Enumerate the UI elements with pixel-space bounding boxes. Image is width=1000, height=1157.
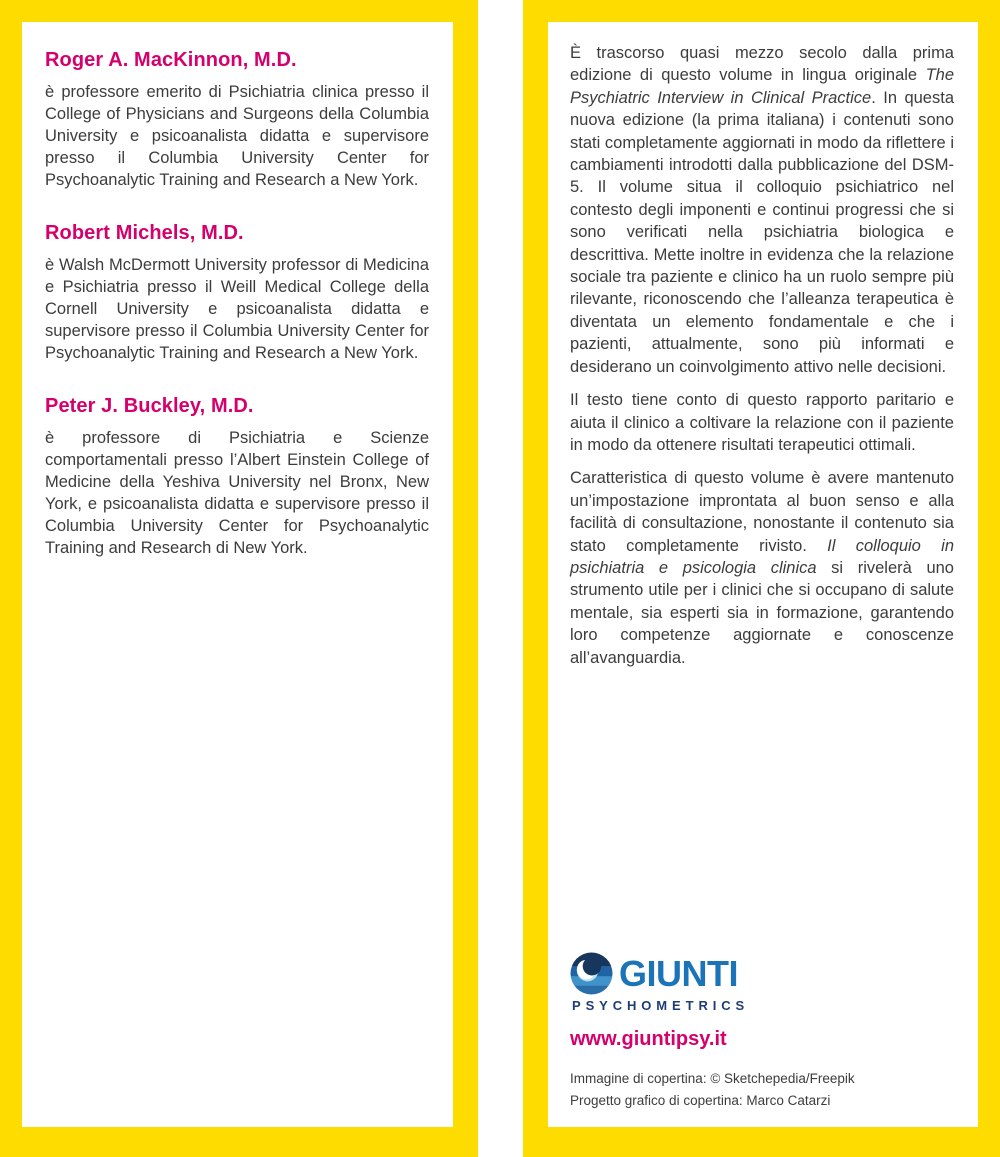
author-name: Robert Michels, M.D. [45,222,244,244]
description-paragraph: Caratteristica di questo volume è avere mantenuto un’impostazione improntata al buon senso e alla facilità di consultazione, nonostante il contenuto sia stato completamente rivisto. Il colloquio in psichiatria e psicologia clinica si rivelerà uno strumento utile per i clinici che si occupano di salute mentale, sia esperti sia in formazione, garantendo loro competenze aggiornate e conoscenze all’avanguardia. [570,469,954,667]
author-bio: è Walsh McDermott University professor di Medicina e Psichiatria presso il Weill Medical College della Cornell University e psicoanalista didatta e supervisore presso il Columbia University Center for Psychoanalytic Training and Research a New York. [45,256,429,362]
description-paragraph: È trascorso quasi mezzo secolo dalla prima edizione di questo volume in lingua originale The Psychiatric Interview in Clinical Practice. In questa nuova edizione (la prima italiana) i contenuti sono stati completamente aggiornati in modo da riflettere i cambiamenti introdotti dalla pubblicazione del DSM-5. Il volume situa il colloquio psichiatrico nel contesto degli imponenti e continui progressi che si sono verificati nella psichiatria biologica e descrittiva. Mette inoltre in evidenza che la relazione sociale tra paziente e clinico ha un ruolo sempre più rilevante, riconoscendo che l’alleanza terapeutica è diventata un elemento fondamentale e che i pazienti, attualmente, sono più informati e desiderano un coinvolgimento attivo nelle decisioni. [570,44,954,376]
author-name: Peter J. Buckley, M.D. [45,395,254,417]
globe-icon [570,952,613,995]
left-flap-content [22,22,453,1127]
author-bio: è professore emerito di Psichiatria clinica presso il College of Physicians and Surgeons della Columbia University e psicoanalista didatta e supervisore presso il Columbia University Center for Psychoanalytic Training and Research a New York. [45,83,429,189]
flap-footer [570,952,954,1112]
right-flap-panel [523,0,1000,1157]
author-bio: è professore di Psichiatria e Scienze comportamentali presso l’Albert Einstein College of Medicine della Yeshiva University nel Bronx, New York, e psicoanalista didatta e supervisore presso il Columbia University Center for Psychoanalytic Training and Research di New York. [45,429,429,557]
book-description [570,42,954,680]
left-flap-panel [0,0,478,1157]
author-block [45,395,429,559]
credit-line: Immagine di copertina: © Sketchepedia/Freepik [570,1071,855,1086]
author-block [45,222,429,364]
credit-line: Progetto grafico di copertina: Marco Catarzi [570,1093,831,1108]
author-name: Roger A. MacKinnon, M.D. [45,49,297,71]
author-block [45,49,429,191]
description-paragraph: Il testo tiene conto di questo rapporto paritario e aiuta il clinico a coltivare la relazione con il paziente in modo da ottenere risultati terapeutici ottimali. [570,391,954,454]
website-link[interactable]: www.giuntipsy.it [570,1028,727,1050]
logo-subtitle: PSYCHOMETRICS [572,998,750,1013]
giunti-psychometrics-logo [570,952,749,1013]
logo-brand-text: GIUNTI [619,952,738,994]
right-flap-content [548,22,978,1127]
cover-credits [570,1068,954,1112]
